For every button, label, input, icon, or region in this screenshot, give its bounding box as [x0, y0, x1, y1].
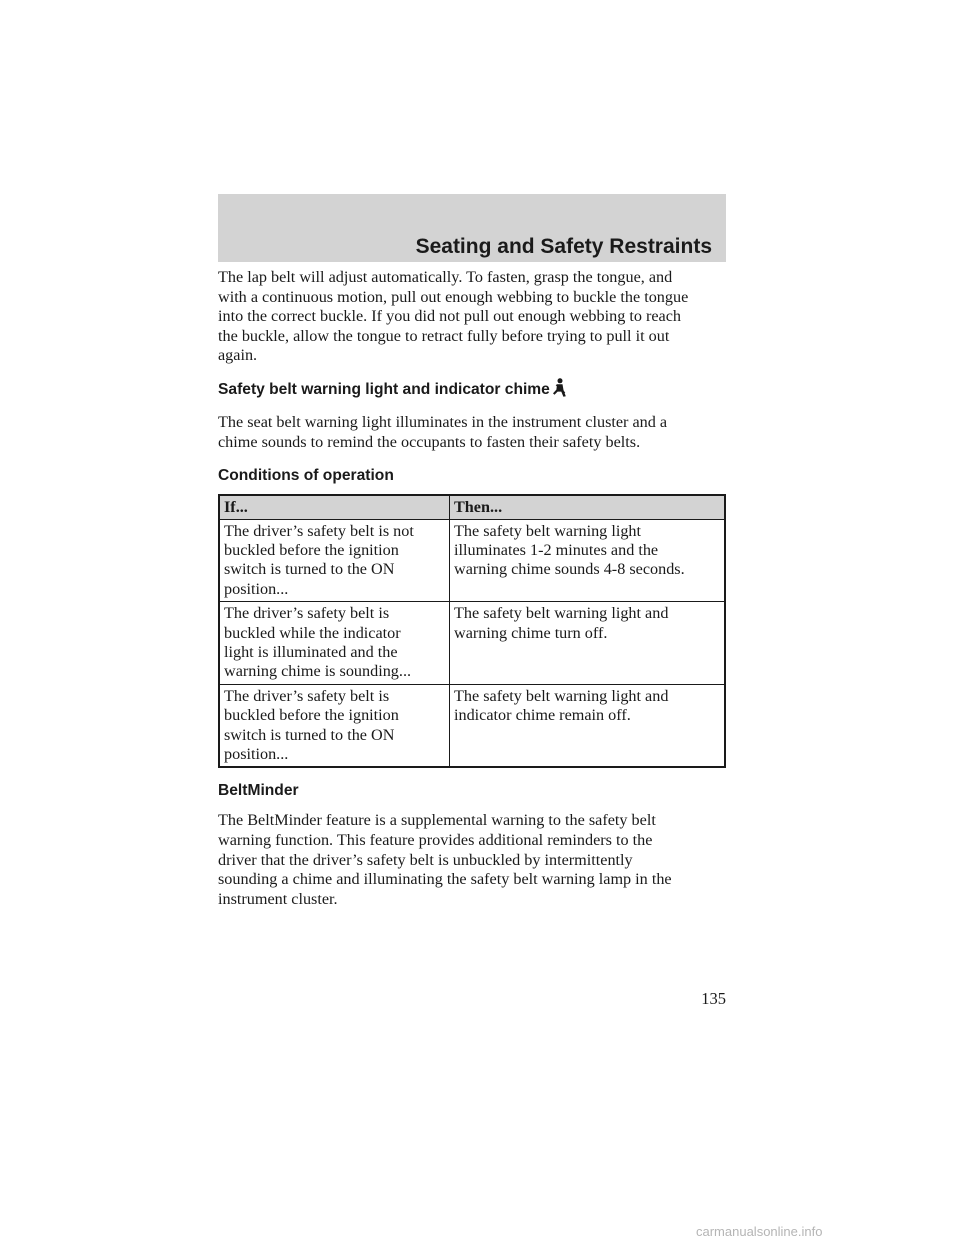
table-header-if: If... — [219, 495, 450, 519]
cell-line: light is illuminated and the — [224, 643, 398, 661]
warning-line: chime sounds to remind the occupants to fasten their safety belts. — [218, 432, 641, 451]
warning-light-heading — [218, 380, 726, 400]
cell-line: warning chime is sounding... — [224, 662, 412, 681]
cell-line: buckled while the indicator — [224, 623, 401, 642]
beltminder-heading-text: BeltMinder — [218, 782, 299, 800]
conditions-table — [218, 494, 726, 768]
cell-line: buckled before the ignition — [224, 540, 399, 559]
intro-line: into the correct buckle. If you did not pull out enough webbing to reach — [218, 307, 682, 326]
cell-line: The driver’s safety belt is not — [224, 521, 414, 540]
beltminder-line: sounding a chime and illuminating the safety belt warning lamp in the — [218, 870, 672, 889]
cell-line: The safety belt warning light and — [454, 686, 669, 705]
warning-line: The seat belt warning light illuminates in the instrument cluster and a — [218, 412, 668, 431]
cell-line: illuminates 1-2 minutes and the — [454, 540, 659, 559]
beltminder-heading — [218, 781, 726, 801]
conditions-heading-text: Conditions of operation — [218, 467, 394, 485]
table-cell-then — [450, 519, 726, 602]
section-title: Seating and Safety Restraints — [415, 235, 712, 258]
table-row — [219, 602, 725, 685]
cell-line: warning chime sounds 4-8 seconds. — [454, 560, 685, 579]
table-row — [219, 684, 725, 767]
beltminder-line: The BeltMinder feature is a supplemental warning to the safety belt — [218, 811, 656, 830]
cell-line: warning chime turn off. — [454, 623, 608, 642]
cell-line: The driver’s safety belt is — [224, 604, 390, 623]
table-header-row — [219, 495, 725, 519]
cell-line: The safety belt warning light — [454, 521, 642, 540]
table-cell-then — [450, 684, 726, 767]
cell-line: switch is turned to the ON — [224, 560, 395, 579]
beltminder-line: warning function. This feature provides additional reminders to the — [218, 831, 653, 850]
page-number: 135 — [701, 989, 726, 1008]
table-cell-if — [219, 519, 450, 602]
table-cell-then — [450, 602, 726, 685]
watermark-link[interactable]: carmanualsonline.info — [696, 1224, 823, 1239]
cell-line: switch is turned to the ON — [224, 725, 395, 744]
table-cell-if — [219, 684, 450, 767]
intro-line: again. — [218, 346, 258, 365]
intro-line: The lap belt will adjust automatically. To fasten, grasp the tongue, and — [218, 268, 673, 286]
intro-line: with a continuous motion, pull out enough webbing to buckle the tongue — [218, 287, 689, 306]
cell-line: buckled before the ignition — [224, 706, 399, 725]
beltminder-line: driver that the driver’s safety belt is unbuckled by intermittently — [218, 850, 633, 869]
cell-line: The driver’s safety belt is — [224, 686, 390, 705]
table-header-then: Then... — [450, 495, 726, 519]
cell-line: indicator chime remain off. — [454, 706, 631, 725]
beltminder-line: instrument cluster. — [218, 889, 338, 908]
table-row — [219, 519, 725, 602]
table-cell-if — [219, 602, 450, 685]
warning-light-paragraph — [218, 413, 726, 452]
cell-line: position... — [224, 745, 289, 764]
seatbelt-warning-icon — [552, 378, 567, 398]
cell-line: position... — [224, 579, 289, 598]
conditions-heading — [218, 466, 726, 486]
intro-paragraph — [218, 268, 726, 366]
intro-line: the buckle, allow the tongue to retract fully before trying to pull it out — [218, 326, 670, 345]
section-header-band — [218, 194, 726, 262]
beltminder-paragraph — [218, 811, 726, 909]
page-content — [218, 268, 726, 909]
cell-line: The safety belt warning light and — [454, 604, 669, 623]
warning-light-heading-text: Safety belt warning light and indicator chime — [218, 380, 550, 398]
